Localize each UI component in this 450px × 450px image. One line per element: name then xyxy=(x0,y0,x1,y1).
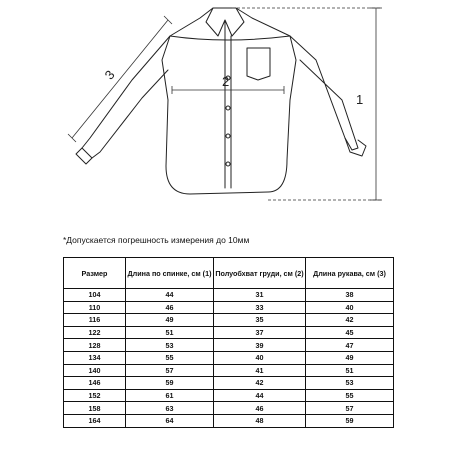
table-cell: 55 xyxy=(126,351,214,364)
table-row xyxy=(64,364,394,377)
table-row xyxy=(64,414,394,427)
table-cell: 49 xyxy=(126,314,214,327)
table-cell: 39 xyxy=(214,339,306,352)
table-cell: 42 xyxy=(214,377,306,390)
table-row xyxy=(64,326,394,339)
table-cell: 164 xyxy=(64,414,126,427)
length-marker-label: 1 xyxy=(356,92,364,107)
table-cell: 55 xyxy=(306,389,394,402)
table-row xyxy=(64,301,394,314)
chest-marker-label: 2 xyxy=(222,74,230,89)
table-row xyxy=(64,389,394,402)
table-cell: 51 xyxy=(126,326,214,339)
table-cell: 44 xyxy=(126,289,214,302)
table-cell: 146 xyxy=(64,377,126,390)
table-row xyxy=(64,289,394,302)
right-sleeve-outline xyxy=(290,36,358,150)
table-cell: 49 xyxy=(306,351,394,364)
table-row xyxy=(64,314,394,327)
table-cell: 44 xyxy=(214,389,306,402)
table-cell: 46 xyxy=(126,301,214,314)
shirt-collar xyxy=(206,8,244,36)
table-cell: 40 xyxy=(306,301,394,314)
left-sleeve-outline xyxy=(82,36,170,158)
table-cell: 53 xyxy=(126,339,214,352)
table-cell: 46 xyxy=(214,402,306,415)
table-cell: 31 xyxy=(214,289,306,302)
table-cell: 104 xyxy=(64,289,126,302)
table-cell: 59 xyxy=(126,377,214,390)
table-cell: 64 xyxy=(126,414,214,427)
table-cell: 42 xyxy=(306,314,394,327)
table-cell: 59 xyxy=(306,414,394,427)
table-cell: 37 xyxy=(214,326,306,339)
table-cell: 152 xyxy=(64,389,126,402)
header-half-chest: Полуобхват груди, см (2) xyxy=(214,258,306,289)
table-cell: 57 xyxy=(306,402,394,415)
table-cell: 110 xyxy=(64,301,126,314)
table-cell: 45 xyxy=(306,326,394,339)
table-cell: 41 xyxy=(214,364,306,377)
table-cell: 53 xyxy=(306,377,394,390)
table-cell: 35 xyxy=(214,314,306,327)
table-cell: 33 xyxy=(214,301,306,314)
shirt-pocket xyxy=(247,48,270,80)
table-cell: 128 xyxy=(64,339,126,352)
table-row xyxy=(64,402,394,415)
table-cell: 40 xyxy=(214,351,306,364)
header-sleeve-length: Длина рукава, см (3) xyxy=(306,258,394,289)
header-back-length: Длина по спинке, см (1) xyxy=(126,258,214,289)
table-cell: 61 xyxy=(126,389,214,402)
table-row xyxy=(64,339,394,352)
size-chart-table xyxy=(63,257,394,428)
table-cell: 116 xyxy=(64,314,126,327)
measurement-tolerance-note: *Допускается погрешность измерения до 10мм xyxy=(63,235,250,245)
table-cell: 134 xyxy=(64,351,126,364)
table-cell: 57 xyxy=(126,364,214,377)
table-cell: 63 xyxy=(126,402,214,415)
header-size: Размер xyxy=(64,258,126,289)
table-cell: 140 xyxy=(64,364,126,377)
table-cell: 51 xyxy=(306,364,394,377)
table-cell: 48 xyxy=(214,414,306,427)
table-cell: 158 xyxy=(64,402,126,415)
table-header-row xyxy=(64,258,394,289)
sleeve-marker-label: 3 xyxy=(101,67,118,83)
table-row xyxy=(64,377,394,390)
table-cell: 122 xyxy=(64,326,126,339)
table-cell: 38 xyxy=(306,289,394,302)
table-row xyxy=(64,351,394,364)
table-cell: 47 xyxy=(306,339,394,352)
